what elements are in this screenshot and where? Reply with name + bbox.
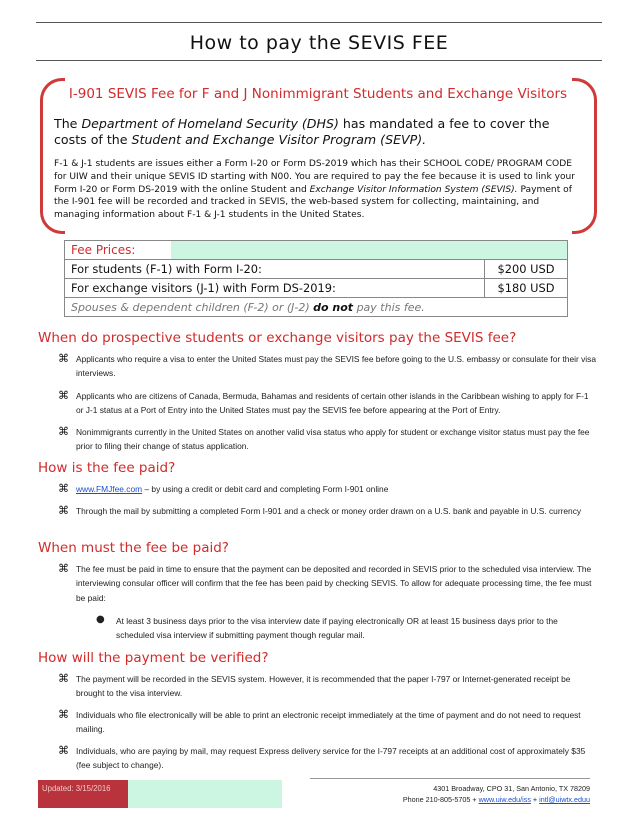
intro-lead (54, 116, 582, 148)
bullet-text: At least 3 business days prior to the visa interview date if paying electronically OR at least 15 business days prior to the scheduled visa interview if submitting payment though regular mail. (116, 616, 558, 641)
lead-sevp: Student and Exchange Visitor Program (SEVP). (131, 132, 427, 147)
footer-contact (282, 780, 590, 808)
dot-bullet-icon: ● (96, 614, 105, 625)
command-bullet-icon: ⌘ (58, 562, 69, 575)
heading-how-paid: How is the fee paid? (38, 460, 176, 476)
title-rule-bottom (36, 60, 602, 61)
fee-note (65, 301, 425, 314)
command-bullet-icon: ⌘ (58, 708, 69, 721)
intro-heading: I-901 SEVIS Fee for F and J Nonimmigrant Students and Exchange Visitors (68, 86, 568, 102)
email-link[interactable]: intl@uiwtx.eduu (539, 795, 590, 804)
list-item (58, 425, 598, 454)
fee-amount: $180 USD (484, 279, 567, 297)
iss-website-link[interactable]: www.uiw.edu/iss (478, 795, 531, 804)
list-item (58, 389, 598, 418)
command-bullet-icon: ⌘ (58, 672, 69, 685)
list-item (58, 352, 598, 381)
bullet-text: The payment will be recorded in the SEVIS system. However, it is recommended that the paper I-797 or Internet-generated receipt be brought to the visa interview. (76, 674, 571, 699)
note-prefix: Spouses & dependent children (F-2) or (J-2) (71, 300, 314, 314)
command-bullet-icon: ⌘ (58, 744, 69, 757)
list-item (58, 504, 598, 518)
sub-list-item (96, 614, 596, 643)
intro-body (54, 158, 582, 222)
list-item (58, 744, 598, 773)
link-suffix: – by using a credit or debit card and completing Form I-901 online (142, 484, 389, 494)
list-item (58, 672, 598, 701)
command-bullet-icon: ⌘ (58, 425, 69, 438)
bullet-text: The fee must be paid in time to ensure that the payment can be deposited and recorded in SEVIS prior to the scheduled visa interview. The interviewing consular officer will confirm that the fee has been paid by checking SEVIS. To allow for adequate processing time, the fee must be paid: (76, 564, 592, 603)
fmjfee-link[interactable]: www.FMJfee.com (76, 484, 143, 494)
bullet-text: Through the mail by submitting a completed Form I-901 and a check or money order drawn on a U.S. bank and payable in U.S. currency (76, 506, 582, 516)
lead-dhs: Department of Homeland Security (DHS) (81, 116, 339, 131)
heading-verified: How will the payment be verified? (38, 650, 269, 666)
fee-amount: $200 USD (484, 260, 567, 278)
list-item (58, 708, 598, 737)
fee-label: For exchange visitors (J-1) with Form DS-2019: (71, 281, 336, 295)
fee-header-row (65, 241, 567, 260)
heading-when-must: When must the fee be paid? (38, 540, 229, 556)
fee-table (64, 240, 568, 317)
fee-note-row (65, 298, 567, 316)
footer (38, 780, 590, 808)
footer-rule (310, 778, 590, 779)
fee-header-label: Fee Prices: (65, 241, 171, 259)
bullet-text: Applicants who require a visa to enter the United States must pay the SEVIS fee before going to the U.S. embassy or consulate for their visa interviews. (76, 354, 596, 379)
command-bullet-icon: ⌘ (58, 352, 69, 365)
fee-row-students (65, 260, 567, 279)
body-part2: Payment of the I-901 fee will be recorded and tracked in SEVIS, the web-based system for collecting, maintaining, and managing information about F-1 & J-1 students in the United States. (54, 184, 572, 221)
phone-text: Phone 210-805-5705 + (402, 795, 479, 804)
command-bullet-icon: ⌘ (58, 504, 69, 517)
fee-label: For students (F-1) with Form I-20: (71, 262, 262, 276)
page-title: How to pay the SEVIS FEE (189, 32, 449, 54)
body-part1: F-1 & J-1 students are issues either a Form I-20 or Form DS-2019 which has their SCHOOL CODE/ PROGRAM CODE for UIW and their unique SEVIS ID starting with N00. You are required to pay the fee because it is used to link your Form I-20 or Form DS-2019 with the online Student and (54, 159, 576, 195)
bullet-text: Nonimmigrants currently in the United States on another valid visa status who apply for student or exchange visitor status must pay the fee prior to filing their change of status application. (76, 427, 590, 452)
intro-section (54, 86, 582, 222)
bullet-text (76, 482, 598, 496)
list-item (58, 482, 598, 496)
updated-date: Updated: 3/15/2016 (38, 780, 128, 808)
note-suffix: pay this fee. (353, 300, 425, 314)
lead-middle: has mandated a fee to cover the costs of the (54, 116, 550, 147)
footer-address-line: 4301 Broadway, CPO 31, San Antonio, TX 78209 (433, 784, 590, 793)
body-sevis: Exchange Visitor Information System (SEVIS). (309, 184, 518, 195)
bullet-text: Applicants who are citizens of Canada, Bermuda, Bahamas and residents of certain other islands in the Caribbean wishing to apply for F-1 or J-1 status at a Port of Entry into the United States must pay the SEVIS fee before appearing at the Port of Entry. (76, 391, 589, 416)
lead-prefix: The (54, 116, 82, 131)
footer-fill (128, 780, 282, 808)
bullet-text: Individuals, who are paying by mail, may request Express delivery service for the I-797 receipts at an additional cost of approximately $35 (fee subject to change). (76, 746, 586, 771)
command-bullet-icon: ⌘ (58, 389, 69, 402)
fee-header-fill (171, 241, 567, 259)
note-bold: do not (313, 300, 354, 314)
bullet-text: Individuals who file electronically will be able to print an electronic receipt immediately at the time of payment and do not need to request mailing. (76, 710, 581, 735)
heading-when-pay: When do prospective students or exchange visitors pay the SEVIS fee? (38, 330, 517, 346)
footer-phone-line (282, 794, 590, 805)
fee-row-exchange (65, 279, 567, 298)
page-header (36, 22, 602, 61)
command-bullet-icon: ⌘ (58, 482, 69, 495)
list-item (58, 562, 598, 605)
separator-text: + (530, 795, 540, 804)
